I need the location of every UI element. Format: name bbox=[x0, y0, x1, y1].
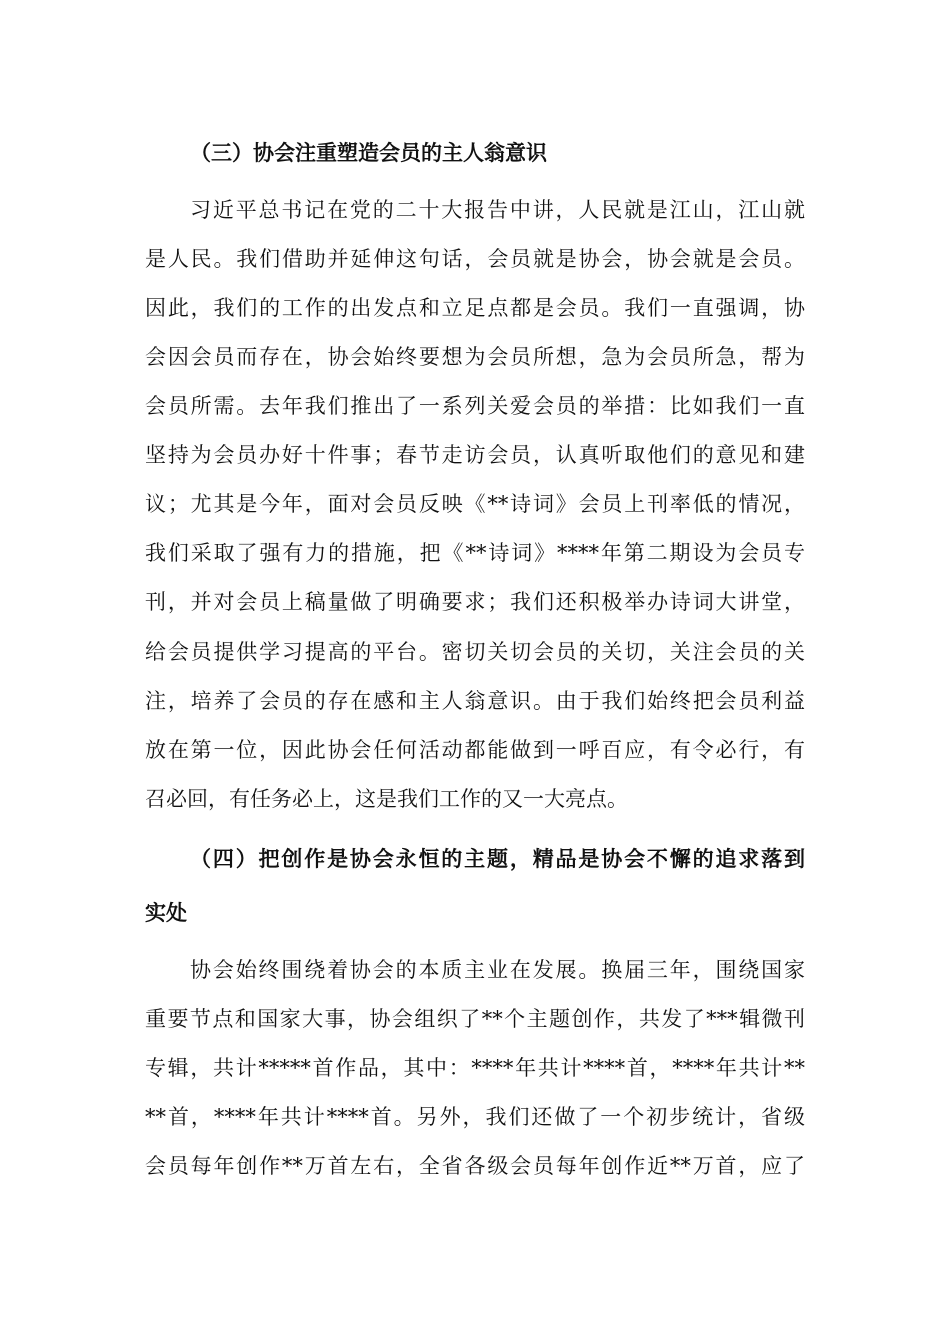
paragraph-line: 会因会员而存在，协会始终要想为会员所想，急为会员所急，帮为 bbox=[145, 345, 805, 369]
section-heading-4: （四）把创作是协会永恒的主题，精品是协会不懈的追求落到 bbox=[190, 846, 805, 871]
paragraph-line: 注，培养了会员的存在感和主人翁意识。由于我们始终把会员利益 bbox=[145, 689, 805, 713]
paragraph-line: 给会员提供学习提高的平台。密切关切会员的关切，关注会员的关 bbox=[145, 640, 805, 664]
section-heading-3: （三）协会注重塑造会员的主人翁意识 bbox=[190, 140, 547, 165]
paragraph-line: 是人民。我们借助并延伸这句话，会员就是协会，协会就是会员。 bbox=[145, 247, 805, 271]
paragraph-line: 议；尤其是今年，面对会员反映《**诗词》会员上刊率低的情况， bbox=[145, 492, 805, 516]
paragraph-line: 专辑，共计*****首作品，其中：****年共计****首，****年共计** bbox=[145, 1056, 805, 1080]
paragraph-line: 因此，我们的工作的出发点和立足点都是会员。我们一直强调，协 bbox=[145, 296, 805, 320]
paragraph-line: 我们采取了强有力的措施，把《**诗词》****年第二期设为会员专 bbox=[145, 541, 805, 565]
paragraph-line: 坚持为会员办好十件事；春节走访会员，认真听取他们的意见和建 bbox=[145, 443, 805, 467]
paragraph-line: 召必回，有任务必上，这是我们工作的又一大亮点。 bbox=[145, 787, 628, 811]
paragraph-line: 会员所需。去年我们推出了一系列关爱会员的举措：比如我们一直 bbox=[145, 394, 805, 418]
paragraph-line: 会员每年创作**万首左右，全省各级会员每年创作近**万首，应了 bbox=[145, 1154, 805, 1178]
paragraph-line: **首，****年共计****首。另外，我们还做了一个初步统计，省级 bbox=[145, 1105, 805, 1129]
paragraph-line: 协会始终围绕着协会的本质主业在发展。换届三年，围绕国家 bbox=[190, 958, 805, 982]
paragraph-line: 重要节点和国家大事，协会组织了**个主题创作，共发了***辑微刊 bbox=[145, 1007, 805, 1031]
paragraph-line: 刊，并对会员上稿量做了明确要求；我们还积极举办诗词大讲堂， bbox=[145, 590, 805, 614]
section-heading-4-cont: 实处 bbox=[145, 900, 187, 925]
paragraph-line: 放在第一位，因此协会任何活动都能做到一呼百应，有令必行，有 bbox=[145, 738, 805, 762]
paragraph-line: 习近平总书记在党的二十大报告中讲，人民就是江山，江山就 bbox=[190, 198, 805, 222]
